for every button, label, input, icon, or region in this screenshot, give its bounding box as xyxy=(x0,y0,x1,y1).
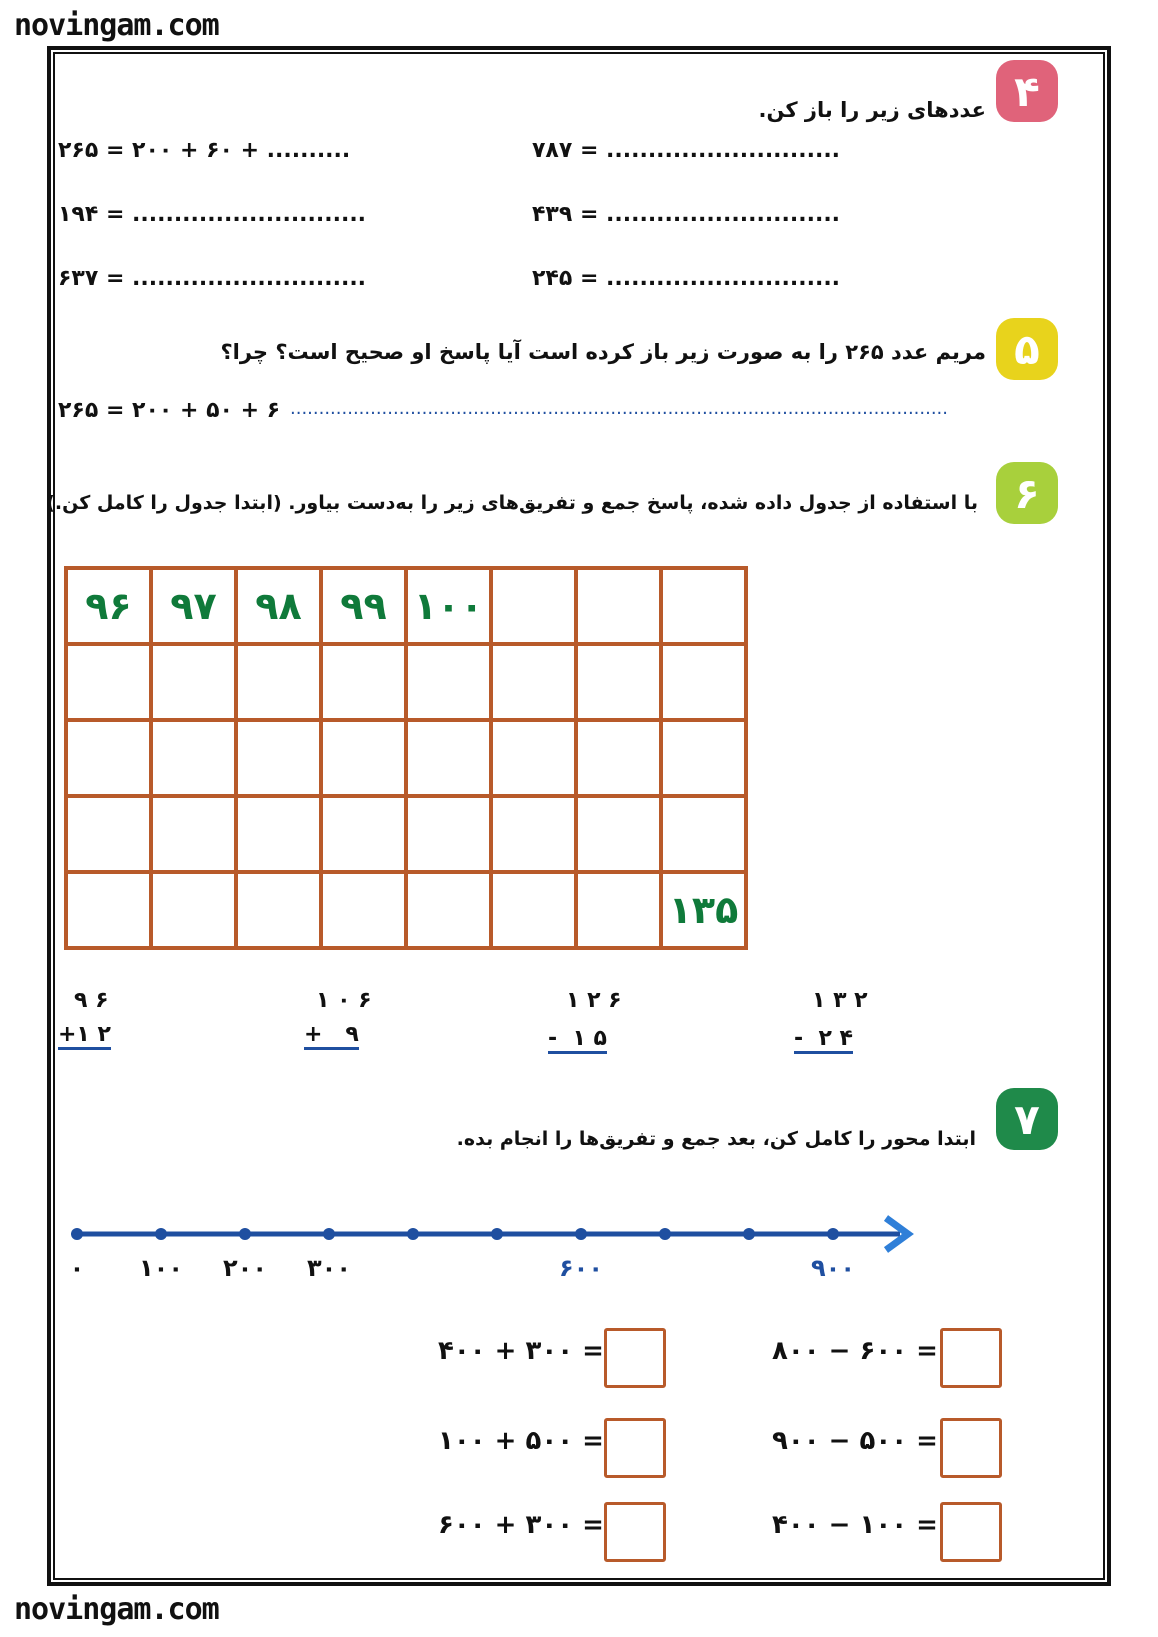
grid-cell: ۹۸ xyxy=(236,568,321,644)
q4-row1-left: ۲۶۵ = ۲۰۰ + ۶۰ + .......... xyxy=(58,138,351,163)
question-6-title: با استفاده از جدول داده شده، پاسخ جمع و تفریق‌های زیر را به‌دست بیاور. (ابتدا جدول را کامل کن.) xyxy=(46,492,978,514)
grid-cell xyxy=(576,568,661,644)
grid-cell xyxy=(576,796,661,872)
column-op-3-top: ۱ ۲ ۶ xyxy=(566,988,622,1013)
grid-cell: ۱۳۵ xyxy=(661,872,746,948)
grid-cell xyxy=(321,720,406,796)
number-line-tick xyxy=(239,1228,251,1240)
grid-cell xyxy=(151,720,236,796)
answer-box[interactable] xyxy=(604,1328,666,1388)
equation-left-2: ۱۰۰ + ۵۰۰ = xyxy=(438,1426,604,1456)
number-grid xyxy=(64,566,748,950)
grid-cell xyxy=(491,796,576,872)
grid-cell xyxy=(236,720,321,796)
equation-left-3: ۶۰۰ + ۳۰۰ = xyxy=(438,1510,604,1540)
grid-cell xyxy=(321,796,406,872)
number-line-tick xyxy=(155,1228,167,1240)
grid-cell xyxy=(406,720,491,796)
column-op-3-bottom: - ۱ ۵ xyxy=(548,1026,607,1054)
grid-cell xyxy=(576,872,661,948)
number-line-tick xyxy=(659,1228,671,1240)
equation-right-2: ۹۰۰ − ۵۰۰ = xyxy=(772,1426,938,1456)
question-4-title: عددهای زیر را باز کن. xyxy=(758,98,986,122)
grid-cell xyxy=(491,720,576,796)
q5-expression: ۲۶۵ = ۲۰۰ + ۵۰ + ۶ xyxy=(58,398,281,423)
answer-box[interactable] xyxy=(940,1418,1002,1478)
grid-cell xyxy=(576,644,661,720)
grid-cell xyxy=(236,644,321,720)
number-line-label: ۱۰۰ xyxy=(139,1254,183,1282)
column-op-1-top: ۹ ۶ xyxy=(74,988,109,1013)
equation-right-1: ۸۰۰ − ۶۰۰ = xyxy=(772,1336,938,1366)
grid-cell xyxy=(151,796,236,872)
number-line-label: ۳۰۰ xyxy=(307,1254,351,1282)
grid-cell xyxy=(151,872,236,948)
q4-row3-right: ۲۴۵ = ............................ xyxy=(532,266,841,291)
question-7-title: ابتدا محور را کامل کن، بعد جمع و تفریق‌ها را انجام بده. xyxy=(456,1128,976,1150)
watermark-top: novingam.com xyxy=(14,8,219,43)
grid-cell: ۹۷ xyxy=(151,568,236,644)
number-line-label: ۹۰۰ xyxy=(811,1254,855,1282)
number-line-label: ۲۰۰ xyxy=(223,1254,267,1282)
number-line-tick xyxy=(407,1228,419,1240)
question-5-badge: ۵ xyxy=(996,318,1058,380)
answer-box[interactable] xyxy=(604,1502,666,1562)
grid-cell xyxy=(66,872,151,948)
grid-cell xyxy=(236,796,321,872)
number-line-tick xyxy=(743,1228,755,1240)
grid-cell xyxy=(491,872,576,948)
answer-box[interactable] xyxy=(940,1502,1002,1562)
number-line-label: ۰ xyxy=(69,1254,85,1282)
column-op-4-bottom: - ۲ ۴ xyxy=(794,1026,853,1054)
question-7-badge: ۷ xyxy=(996,1088,1058,1150)
column-op-2-bottom: + ۹ xyxy=(304,1022,359,1050)
number-line-tick xyxy=(575,1228,587,1240)
number-line-tick xyxy=(71,1228,83,1240)
grid-cell: ۱۰۰ xyxy=(406,568,491,644)
grid-cell xyxy=(406,872,491,948)
number-line-tick xyxy=(323,1228,335,1240)
grid-cell xyxy=(576,720,661,796)
number-line-tick xyxy=(827,1228,839,1240)
q4-row1-right: ۷۸۷ = ............................ xyxy=(532,138,841,163)
grid-cell: ۹۹ xyxy=(321,568,406,644)
question-6-badge: ۶ xyxy=(996,462,1058,524)
grid-cell xyxy=(661,644,746,720)
grid-cell xyxy=(236,872,321,948)
column-op-4-top: ۱ ۳ ۲ xyxy=(812,988,868,1013)
number-line-label: ۶۰۰ xyxy=(559,1254,603,1282)
column-op-1-bottom: +۱ ۲ xyxy=(58,1022,111,1050)
q5-answer-line: ................................................................................................................... xyxy=(290,398,948,419)
watermark-bottom: novingam.com xyxy=(14,1592,219,1627)
q4-row3-left: ۶۳۷ = ............................ xyxy=(58,266,367,291)
grid-cell xyxy=(151,644,236,720)
question-4-badge: ۴ xyxy=(996,60,1058,122)
grid-cell xyxy=(491,568,576,644)
equation-right-3: ۴۰۰ − ۱۰۰ = xyxy=(772,1510,938,1540)
equation-left-1: ۴۰۰ + ۳۰۰ = xyxy=(438,1336,604,1366)
grid-cell xyxy=(321,644,406,720)
grid-cell xyxy=(321,872,406,948)
grid-cell xyxy=(66,644,151,720)
answer-box[interactable] xyxy=(940,1328,1002,1388)
grid-cell xyxy=(491,644,576,720)
grid-cell xyxy=(66,796,151,872)
grid-cell: ۹۶ xyxy=(66,568,151,644)
q4-row2-left: ۱۹۴ = ............................ xyxy=(58,202,367,227)
number-line xyxy=(60,1210,920,1270)
column-op-2-top: ۱ ۰ ۶ xyxy=(316,988,372,1013)
grid-cell xyxy=(406,796,491,872)
answer-box[interactable] xyxy=(604,1418,666,1478)
grid-cell xyxy=(66,720,151,796)
grid-cell xyxy=(661,720,746,796)
grid-cell xyxy=(406,644,491,720)
grid-cell xyxy=(661,568,746,644)
grid-cell xyxy=(661,796,746,872)
number-line-tick xyxy=(491,1228,503,1240)
q4-row2-right: ۴۳۹ = ............................ xyxy=(532,202,841,227)
question-5-title: مریم عدد ۲۶۵ را به صورت زیر باز کرده است آیا پاسخ او صحیح است؟ چرا؟ xyxy=(220,340,986,364)
